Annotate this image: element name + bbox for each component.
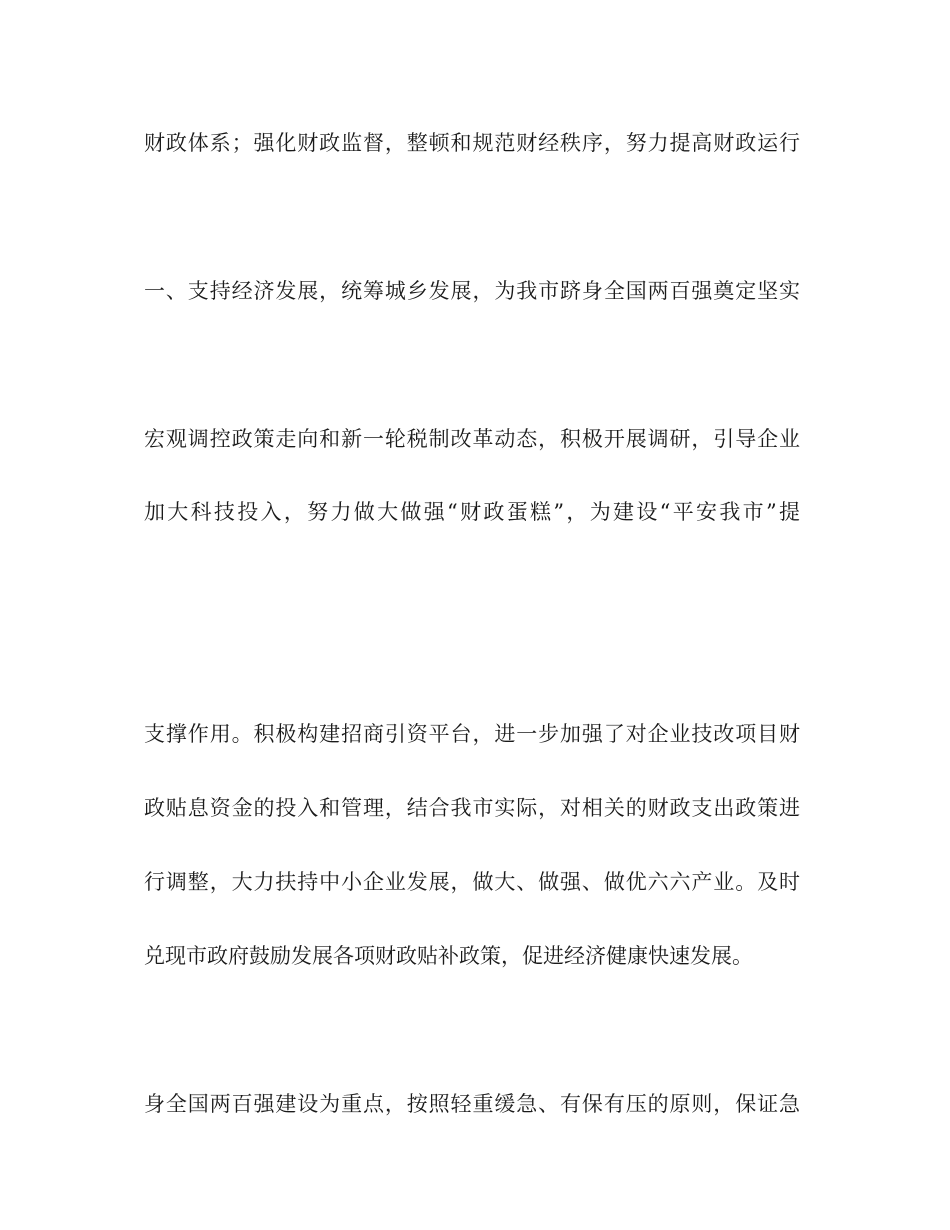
- text-line-13: [144, 1015, 800, 1045]
- text-line-12: 兑现市政府鼓励发展各项财政贴补政策，促进经济健康快速发展。: [144, 944, 753, 968]
- text-line-1: 财政体系；强化财政监督，整顿和规范财经秩序，努力提高财政运行: [144, 131, 800, 155]
- text-line-5: 宏观调控政策走向和新一轮税制改革动态，积极开展调研，引导企业: [144, 427, 800, 451]
- text-line-10: 政贴息资金的投入和管理，结合我市实际，对相关的财政支出政策进: [144, 796, 800, 820]
- text-line-9: 支撑作用。积极构建招商引资平台，进一步加强了对企业技改项目财: [144, 722, 800, 746]
- text-line-6: 加大科技投入，努力做大做强“财政蛋糕”，为建设“平安我市”提: [144, 500, 800, 524]
- text-line-14: 身全国两百强建设为重点，按照轻重缓急、有保有压的原则，保证急: [144, 1092, 800, 1116]
- text-line-11: 行调整，大力扶持中小企业发展，做大、做强、做优六六产业。及时: [144, 870, 800, 894]
- text-line-7: [144, 571, 800, 601]
- text-line-8: [144, 645, 800, 675]
- text-line-3: 一、支持经济发展，统筹城乡发展，为我市跻身全国两百强奠定坚实: [144, 279, 800, 303]
- text-line-4: [144, 350, 800, 380]
- text-line-2: [144, 202, 800, 232]
